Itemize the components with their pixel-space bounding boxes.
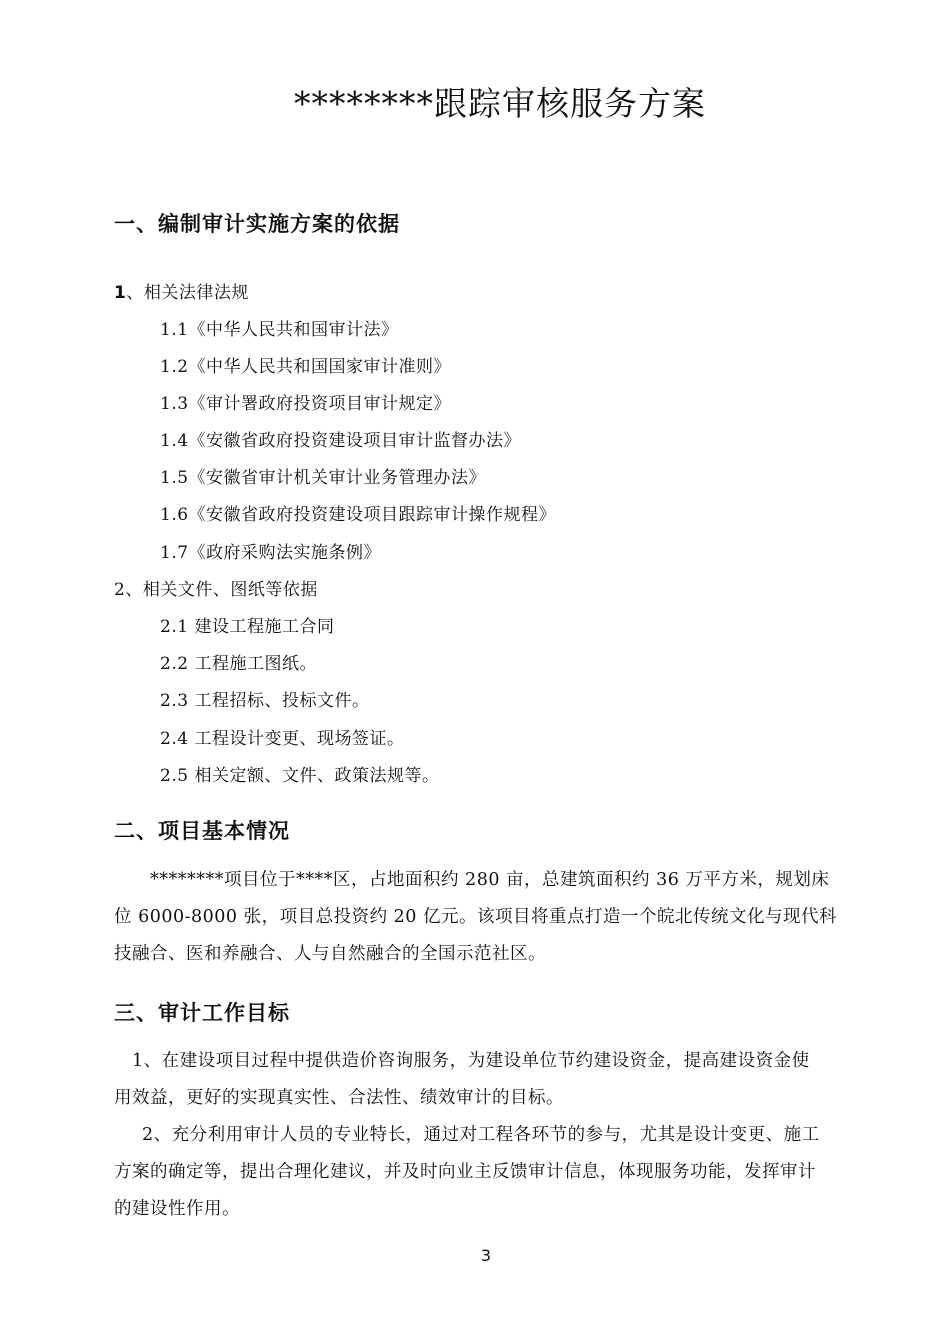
- list-item-document: 2.4 工程设计变更、现场签证。: [160, 729, 405, 749]
- page-number: 3: [480, 1246, 492, 1265]
- list-item-law: 1.3《审计署政府投资项目审计规定》: [160, 394, 452, 414]
- list-item-law: 1.2《中华人民共和国国家审计准则》: [160, 357, 452, 377]
- section-heading-goals: 三、审计工作目标: [114, 1001, 290, 1025]
- list-item-law: 1.6《安徽省政府投资建设项目跟踪审计操作规程》: [160, 505, 557, 525]
- paragraph-line: 的建设性作用。: [114, 1199, 240, 1219]
- list-item-law: 1.1《中华人民共和国审计法》: [160, 320, 399, 340]
- list-item-law: 1.7《政府采购法实施条例》: [160, 543, 382, 563]
- subsection-number: 1: [114, 283, 127, 303]
- paragraph-line: 1、在建设项目过程中提供造价咨询服务，为建设单位节约建设资金，提高建设资金使: [132, 1051, 810, 1071]
- subsection-laws-heading: [114, 278, 249, 303]
- subsection-documents-heading: 2、相关文件、图纸等依据: [114, 580, 318, 600]
- list-item-document: 2.5 相关定额、文件、政策法规等。: [160, 766, 440, 786]
- paragraph-line: 用效益，更好的实现真实性、合法性、绩效审计的目标。: [114, 1088, 564, 1108]
- list-item-law: 1.5《安徽省审计机关审计业务管理办法》: [160, 468, 487, 488]
- document-title: ********跟踪审核服务方案: [294, 84, 706, 123]
- list-item-document: 2.2 工程施工图纸。: [160, 654, 317, 674]
- paragraph-line: 2、充分利用审计人员的专业特长，通过对工程各环节的参与，尤其是设计变更、施工: [142, 1125, 820, 1145]
- list-item-law: 1.4《安徽省政府投资建设项目审计监督办法》: [160, 431, 522, 451]
- paragraph-line: 位 6000-8000 张，项目总投资约 20 亿元。该项目将重点打造一个皖北传统文化与现代科: [114, 907, 838, 927]
- project-description: [114, 862, 854, 973]
- section-heading-project: 二、项目基本情况: [114, 819, 290, 843]
- paragraph-line: ********项目位于****区，占地面积约 280 亩，总建筑面积约 36 万平方米，规划床: [150, 870, 830, 890]
- paragraph-line: 方案的确定等，提出合理化建议，并及时向业主反馈审计信息，体现服务功能，发挥审计: [114, 1162, 816, 1182]
- goal-paragraph-2: [114, 1117, 854, 1228]
- goal-paragraph-1: [114, 1043, 854, 1117]
- list-item-document: 2.3 工程招标、投标文件。: [160, 691, 370, 711]
- subsection-label: 、相关法律法规: [126, 283, 249, 303]
- section-heading-basis: 一、编制审计实施方案的依据: [114, 212, 400, 236]
- paragraph-line: 技融合、医和养融合、人与自然融合的全国示范社区。: [114, 944, 546, 964]
- list-item-document: 2.1 建设工程施工合同: [160, 617, 335, 637]
